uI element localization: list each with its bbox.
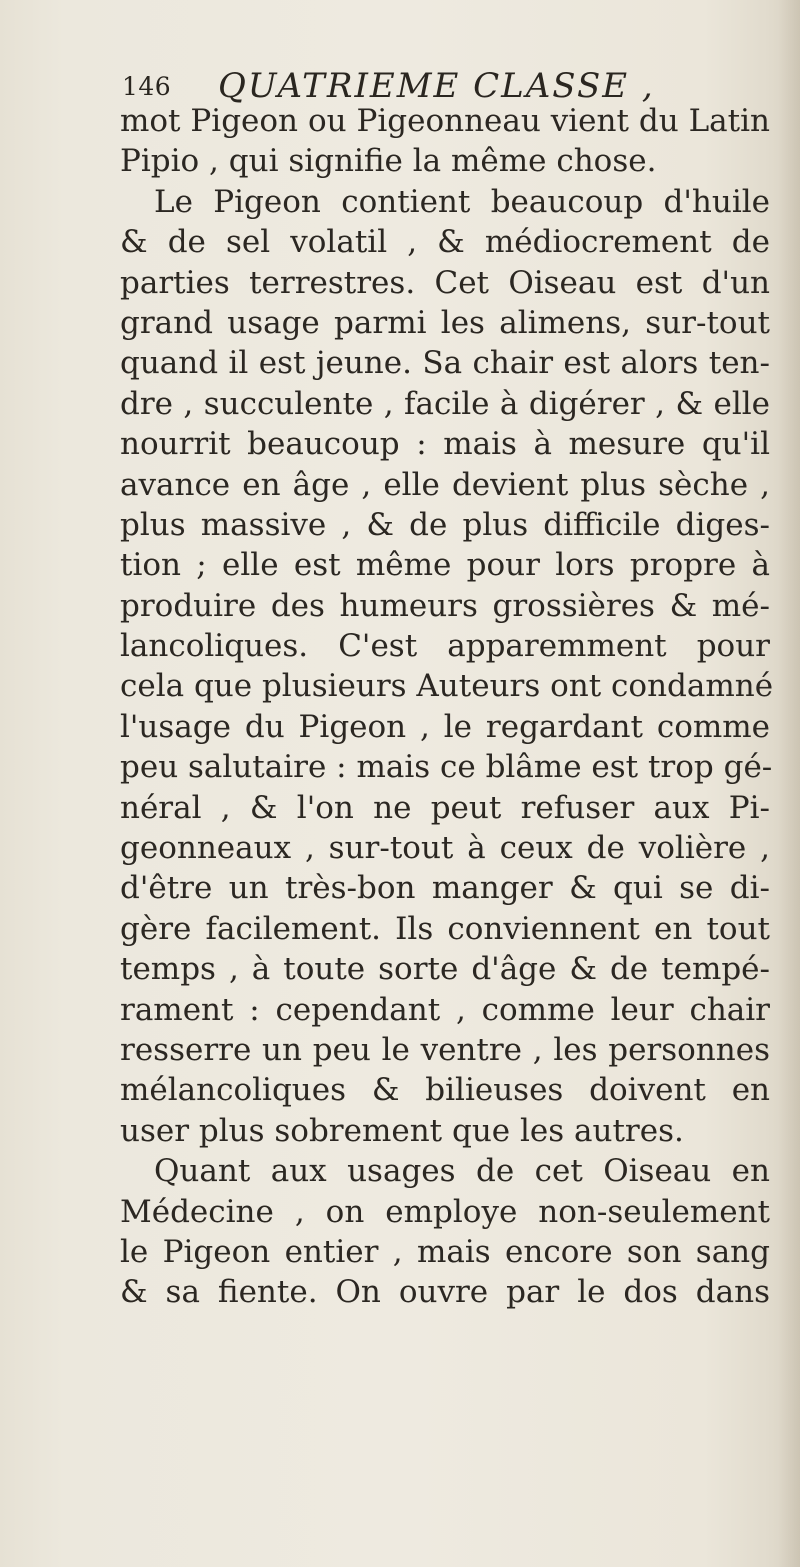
text-line: & de sel volatil , & médiocrement de	[120, 224, 770, 261]
text-line: nourrit beaucoup : mais à mesure qu'il	[120, 426, 770, 463]
text-line: & sa fiente. On ouvre par le dos dans	[120, 1274, 770, 1311]
text-line: produire des humeurs grossières & mé-	[120, 587, 770, 624]
text-line: l'usage du Pigeon , le regardant comme	[120, 708, 770, 745]
text-line: peu salutaire : mais ce blâme est trop gé-	[120, 749, 773, 786]
text-line: grand usage parmi les alimens, sur-tout	[120, 304, 770, 341]
running-head: QUATRIEME CLASSE ,	[218, 66, 655, 106]
text-line: dre , succulente , facile à digérer , & elle	[120, 385, 770, 422]
text-line: cela que plusieurs Auteurs ont condamné	[120, 668, 774, 705]
text-line: d'être un très-bon manger & qui se di-	[120, 870, 770, 907]
text-line: mélancoliques & bilieuses doivent en	[120, 1072, 770, 1109]
text-line: parties terrestres. Cet Oiseau est d'un	[120, 264, 770, 301]
text-line: resserre un peu le ventre , les personnes	[120, 1031, 770, 1068]
text-line: plus massive , & de plus difficile diges-	[120, 506, 770, 543]
text-line: rament : cependant , comme leur chair	[120, 991, 770, 1028]
text-line: avance en âge , elle devient plus sèche ,	[120, 466, 770, 503]
text-line: temps , à toute sorte d'âge & de tempé-	[120, 951, 770, 988]
text-line: Le Pigeon contient beaucoup d'huile	[154, 183, 770, 220]
body-text	[120, 101, 774, 1313]
text-line: néral , & l'on ne peut refuser aux Pi-	[120, 789, 770, 826]
text-line: lancoliques. C'est apparemment pour	[120, 628, 770, 665]
text-line: tion ; elle est même pour lors propre à	[120, 547, 770, 584]
text-line: Quant aux usages de cet Oiseau en	[154, 1153, 770, 1190]
text-line: mot Pigeon ou Pigeonneau vient du Latin	[120, 103, 770, 139]
text-line: geonneaux , sur-tout à ceux de volière ,	[120, 830, 770, 867]
text-line: user plus sobrement que les autres.	[120, 1112, 684, 1149]
text-line: Médecine , on employe non-seulement	[120, 1193, 770, 1230]
page-number: 146	[122, 72, 172, 101]
text-line: quand il est jeune. Sa chair est alors ten-	[120, 345, 770, 382]
text-line: Pipio , qui signifie la même chose.	[120, 143, 657, 180]
text-line: le Pigeon entier , mais encore son sang	[120, 1233, 770, 1270]
page-header	[122, 58, 742, 106]
text-line: gère facilement. Ils conviennent en tout	[120, 910, 770, 947]
